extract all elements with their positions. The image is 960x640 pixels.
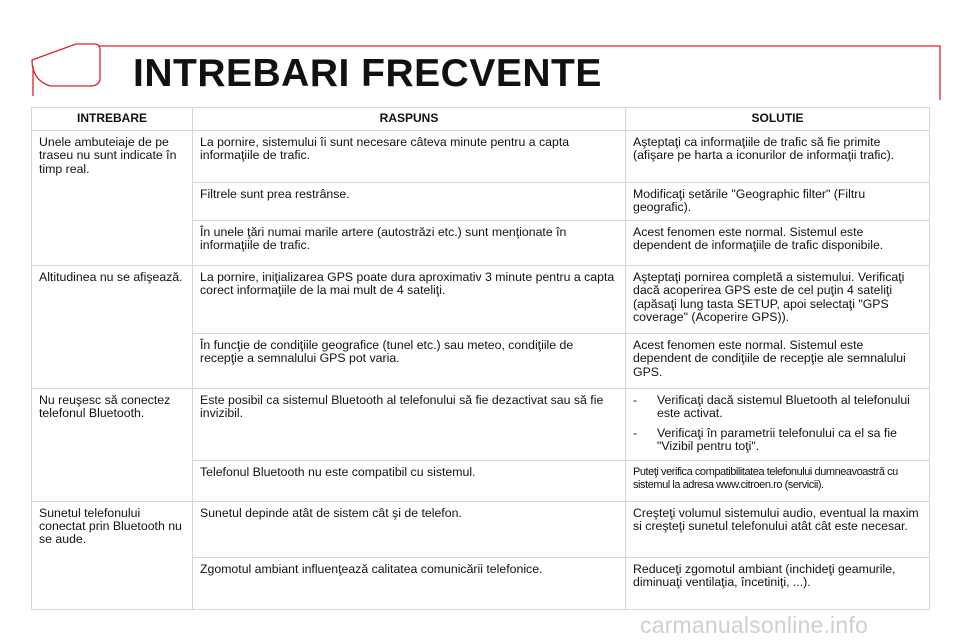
- answer-cell: La pornire, iniţializarea GPS poate dura aproximativ 3 minute pentru a capta corect informaţiile de la mai mult de 4 sateliţi.: [193, 266, 626, 334]
- watermark: carmanualsonline.info: [640, 612, 868, 638]
- table-row: [32, 501, 930, 557]
- question-cell: Altitudinea nu se afişează.: [32, 266, 193, 389]
- answer-cell: Este posibil ca sistemul Bluetooth al telefonului să fie dezactivat sau să fie invizibil.: [193, 389, 626, 461]
- solution-cell: Acest fenomen este normal. Sistemul este dependent de condiţiile de recepţie ale semnalului GPS.: [626, 334, 930, 389]
- solution-cell: Reduceţi zgomotul ambiant (inchideţi geamurile, diminuaţi ventilaţia, încetiniţi, ...).: [626, 557, 930, 609]
- solution-cell: Modificaţi setările "Geographic filter" (Filtru geografic).: [626, 183, 930, 221]
- question-cell: Nu reuşesc să conectez telefonul Bluetooth.: [32, 389, 193, 502]
- corner-tab: [32, 44, 100, 86]
- solution-cell: Creşteţi volumul sistemului audio, eventual la maxim si creşteţi sunetul telefonului atât cât este necesar.: [626, 501, 930, 557]
- answer-cell: Filtrele sunt prea restrânse.: [193, 183, 626, 221]
- header-intrebare: INTREBARE: [32, 108, 193, 131]
- question-cell: Unele ambuteiaje de pe traseu nu sunt indicate în timp real.: [32, 131, 193, 266]
- page-title: INTREBARI FRECVENTE: [133, 52, 602, 95]
- solution-list-item: [633, 394, 923, 421]
- bullet-dash: -: [633, 425, 638, 440]
- solution-cell: Aşteptaţi ca informaţiile de trafic să fie primite (afişare pe harta a iconurilor de informaţii trafic).: [626, 131, 930, 183]
- header-raspuns: RASPUNS: [193, 108, 626, 131]
- table-header-row: [32, 108, 930, 131]
- question-cell: Sunetul telefonului conectat prin Bluetooth nu se aude.: [32, 501, 193, 609]
- solution-list: [633, 394, 923, 454]
- faq-table: [31, 107, 930, 610]
- table-row: [32, 266, 930, 334]
- table-row: [32, 389, 930, 461]
- solution-cell: Aşteptaţi pornirea completă a sistemului. Verificaţi dacă acoperirea GPS este de cel puţin 4 sateliţi (apăsaţi lung tasta SETUP, apoi selectaţi "GPS coverage" (Acoperire GPS)).: [626, 266, 930, 334]
- solution-list-item: [633, 427, 923, 454]
- table-row: [32, 131, 930, 183]
- answer-cell: În funcţie de condiţiile geografice (tunel etc.) sau meteo, condiţiile de recepţie a semnalului GPS pot varia.: [193, 334, 626, 389]
- answer-cell: În unele ţări numai marile artere (autostrăzi etc.) sunt menţionate în informaţiile de trafic.: [193, 221, 626, 266]
- header-solutie: SOLUTIE: [626, 108, 930, 131]
- bullet-dash: -: [633, 393, 638, 407]
- solution-cell: Puteţi verifica compatibilitatea telefonului dumneavoastră cu sistemul la adresa www.citroen.ro (servicii).: [626, 460, 930, 501]
- answer-cell: Telefonul Bluetooth nu este compatibil cu sistemul.: [193, 460, 626, 501]
- solution-cell: [626, 389, 930, 461]
- solution-text: Verificaţi dacă sistemul Bluetooth al telefonului este activat.: [657, 393, 910, 421]
- solution-cell: Acest fenomen este normal. Sistemul este dependent de informaţiile de trafic disponibile.: [626, 221, 930, 266]
- answer-cell: La pornire, sistemului îi sunt necesare câteva minute pentru a capta informaţiile de trafic.: [193, 131, 626, 183]
- solution-text: Verificaţi în parametrii telefonului ca el sa fie "Vizibil pentru toţi".: [657, 425, 897, 454]
- answer-cell: Sunetul depinde atât de sistem cât şi de telefon.: [193, 501, 626, 557]
- answer-cell: Zgomotul ambiant influenţează calitatea comunicării telefonice.: [193, 557, 626, 609]
